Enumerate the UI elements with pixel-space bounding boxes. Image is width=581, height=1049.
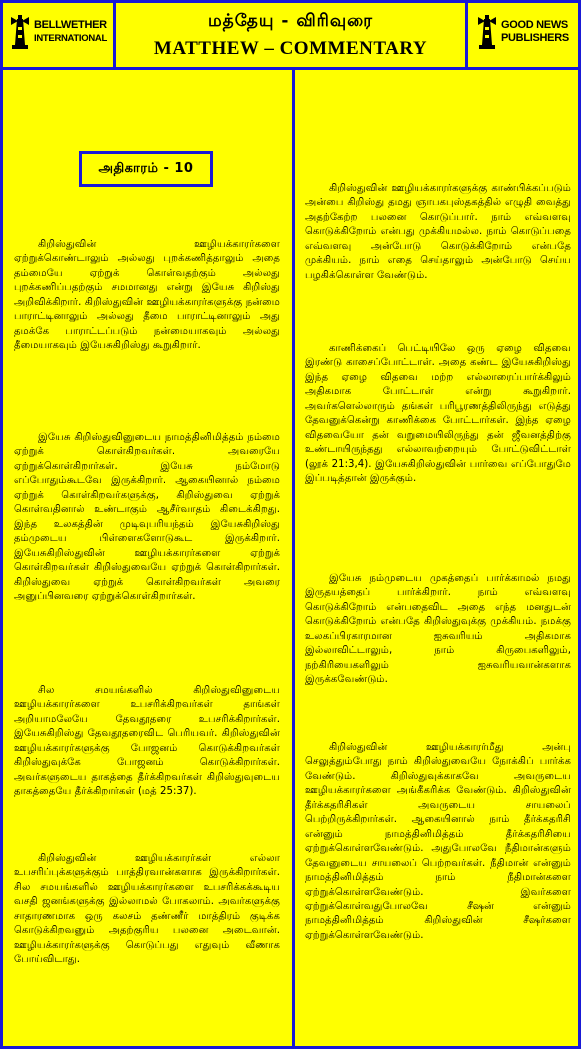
logo-right-line2: PUBLISHERS [501,32,569,44]
title-block [116,3,468,67]
left-paragraph-2: இயேசு கிறிஸ்துவினுடைய நாமத்தினிமித்தம் நம்மை ஏற்றுக் கொள்கிறவர்கள். அவரையே ஏற்றுக்கொள்கிறார்கள். இயேசு நம்மோடு எப்போதும்கூடவே இருக்கிறார். ஆகையினால் நம்மை ஏற்றுக் கொள்கிறவர்களுக்கு, கிறிஸ்துவை ஏற்றுக் கொள்வதினால் உண்டாகும் ஆசீர்வாதம் கிடைக்கிறது. இந்த உலகத்தின் முடிவுபரியந்தம் இயேசுகிறிஸ்து தம்முடைய பிள்ளைகளோடுகூட இருக்கிறார். இயேசுகிறிஸ்துவின் ஊழியக்காரர்களை ஏற்றுக் கொள்கிறவர்கள் கிறிஸ்துவையே ஏற்றுக் கொள்கிறார்கள். கிறிஸ்துவை ஏற்றுக் கொள்கிறவர்கள் அவரை அனுப்பினவரை ஏற்றுக்கொள்கிறார்கள். [14,432,280,602]
bellwether-logo [9,15,107,49]
title-english: MATTHEW – COMMENTARY [153,38,428,59]
left-paragraph-3: சில சமயங்களில் கிறிஸ்துவினுடைய ஊழியக்காரர்களை உபசரிக்கிறவர்கள் தாங்கள் அறியாமலேயே தேவதூதரை உபசரிக்கிறார்கள். இயேசுகிறிஸ்து தேவதூதரைவிட பெரியவர். கிறிஸ்துவின் ஊழியக்காரர்களுக்கு போஜனம் கொடுக்கிறவர்கள் கிறிஸ்துவுக்கே போஜனம் கொடுக்கிறார்கள். அவர்களுடைய தாகத்தை தீர்க்கிறவர்கள் கிறிஸ்துவுடைய தாகத்தையே தீர்க்கிறார்கள் (மத் 25:37). [14,685,280,798]
left-paragraph-4: கிறிஸ்துவின் ஊழியக்காரர்கள் எல்லா உபசரிப்புக்களுக்கும் பாத்திரவான்களாக இருக்கிறார்கள். சில சமயங்களில் ஊழியக்காரர்களை உபசரிக்கக்கூடிய வசதி ஜனங்களுக்கு இல்லாமல் போகலாம். அவர்களுக்கு சாதாரணமாக ஒரு கலசம் தண்ணீர் மாத்திரம் குடிக்க கொடுக்கிறவனும் அதற்குரிய பலனை அடைவான். ஊழியக்காரர்களுக்கு கொடுப்பது எதுவும் வீணாக போய்விடாது. [14,853,280,966]
left-paragraph-1: கிறிஸ்துவின் ஊழியக்காரர்களை ஏற்றுக்கொண்டாலும் அல்லது புறக்கணித்தாலும் அதை தம்மையே ஏற்றுக் கொள்வதற்கும் அல்லது புறக்கணிப்பதற்கும் சமமானது என்று இயேசு கிறிஸ்து அறிவிக்கிறார். கிறிஸ்துவின் ஊழியக்காரர்களுக்கு நன்மை பாராட்டினாலும் அல்லது தீமை பாராட்டினாலும் அது தமக்கே பாராட்டப்படும் நன்மையாகவும் அல்லது தீமையாகவும் இயேசுகிறிஸ்து கூறுகிறார். [14,239,280,352]
column-divider [292,70,295,1046]
right-paragraph-1: கிறிஸ்துவின் ஊழியக்காரர்களுக்கு காண்பிக்கப்படும் அன்பை கிறிஸ்து தமது ஞாபகபுஸ்தகத்தில் எழுதி வைத்து அதற்கேற்ற பலனை கொடுப்பார். நாம் எவ்வளவு கொடுக்கிறோம் என்பது முக்கியமல்ல. நாம் கொடுப்பதை எவ்வளவு அன்போடு கொடுக்கிறோம் என்பதே முக்கியம். நாம் எதை செய்தாலும் அன்போடு செய்ய பழகிக்கொள்ள வேண்டும். [305,183,571,281]
lighthouse-icon [9,15,31,49]
good-news-logo [476,15,569,49]
logo-right-line1: GOOD NEWS [501,19,568,31]
content-area [0,70,581,1049]
logo-left-line1: BELLWETHER [34,19,107,31]
right-paragraph-4: கிறிஸ்துவின் ஊழியக்காரர்மீது அன்பு செலுத்தும்போது நாம் கிறிஸ்துவையே நோக்கிப் பார்க்க வேண்டும். கிறிஸ்துவுக்காகவே அவருடைய ஊழியக்காரர்களை அங்கீகரிக்க வேண்டும். கிறிஸ்துவின் தீர்க்கதரிசிகள் அவருடைய சாயலைப் பெற்றிருக்கிறார்கள். ஆகையினால் நாம் தீர்க்கதரிசி என்னும் நாமத்தினிமித்தம் தீர்க்கதரிசியை ஏற்றுக்கொள்ளவேண்டும். அதுபோலவே நீதிமான்களும் தேவனுடைய சாயலைப் பெற்றவர்கள். நீதிமான் என்னும் நாமத்தினிமித்தம் நாம் நீதிமான்களை ஏற்றுக்கொள்ளவேண்டும். இவர்களை ஏற்றுக்கொள்வதுபோலவே சீஷன் என்னும் நாமத்தினிமித்தம் கிறிஸ்துவின் சீஷர்களை ஏற்றுக்கொள்ளவேண்டும். [305,742,571,941]
header-bar [0,0,581,70]
chapter-label: அதிகாரம் - 10 [98,161,194,176]
title-tamil: மத்தேயு - விரிவுரை [207,11,374,31]
logo-left-line2: INTERNATIONAL [34,33,107,44]
publisher-logo-left [3,3,116,67]
right-paragraph-2: காணிக்கைப் பெட்டியிலே ஒரு ஏழை விதவை இரண்டு காசைப்போட்டாள். அதை கண்ட இயேசுகிறிஸ்து இந்த ஏழை விதவை மற்ற எல்லாரைப்பார்க்கிலும் அதிகமாக போட்டாள் என்று கூறுகிறார். அவர்களெல்லாரும் தங்கள் பரிபூரணத்திலிருந்து எடுத்து தேவனுக்கென்று காணிக்கை போட்டார்கள். இந்த ஏழை விதவையோ தன் வறுமையிலிருந்து தன் ஜீவனத்திற்கு உண்டாயிருந்தது எல்லாவற்றையும் போட்டுவிட்டாள் (லூக் 21:3,4). இயேசுகிறிஸ்துவின் பார்வை எப்போதுமே இப்படித்தான் இருக்கும். [305,343,571,485]
lighthouse-icon [476,15,498,49]
right-paragraph-3: இயேசு நம்முடைய முகத்தைப் பார்க்காமல் நமது இருதயத்தைப் பார்க்கிறார். நாம் எவ்வளவு கொடுக்கிறோம் என்பதைவிட அதை எந்த மனதுடன் கொடுக்கிறோம் என்பதே கிறிஸ்துவுக்கு முக்கியம். நமக்கு உலகப்பிரகாரமான ஐசுவரியம் அதிகமாக இல்லாவிட்டாலும், நாம் கிருபைகளிலும், நற்கிரியைகளிலும் ஐசுவரியவான்களாக இருக்கவேண்டும். [305,573,571,686]
chapter-heading-box [79,151,213,187]
publisher-logo-right [468,3,578,67]
